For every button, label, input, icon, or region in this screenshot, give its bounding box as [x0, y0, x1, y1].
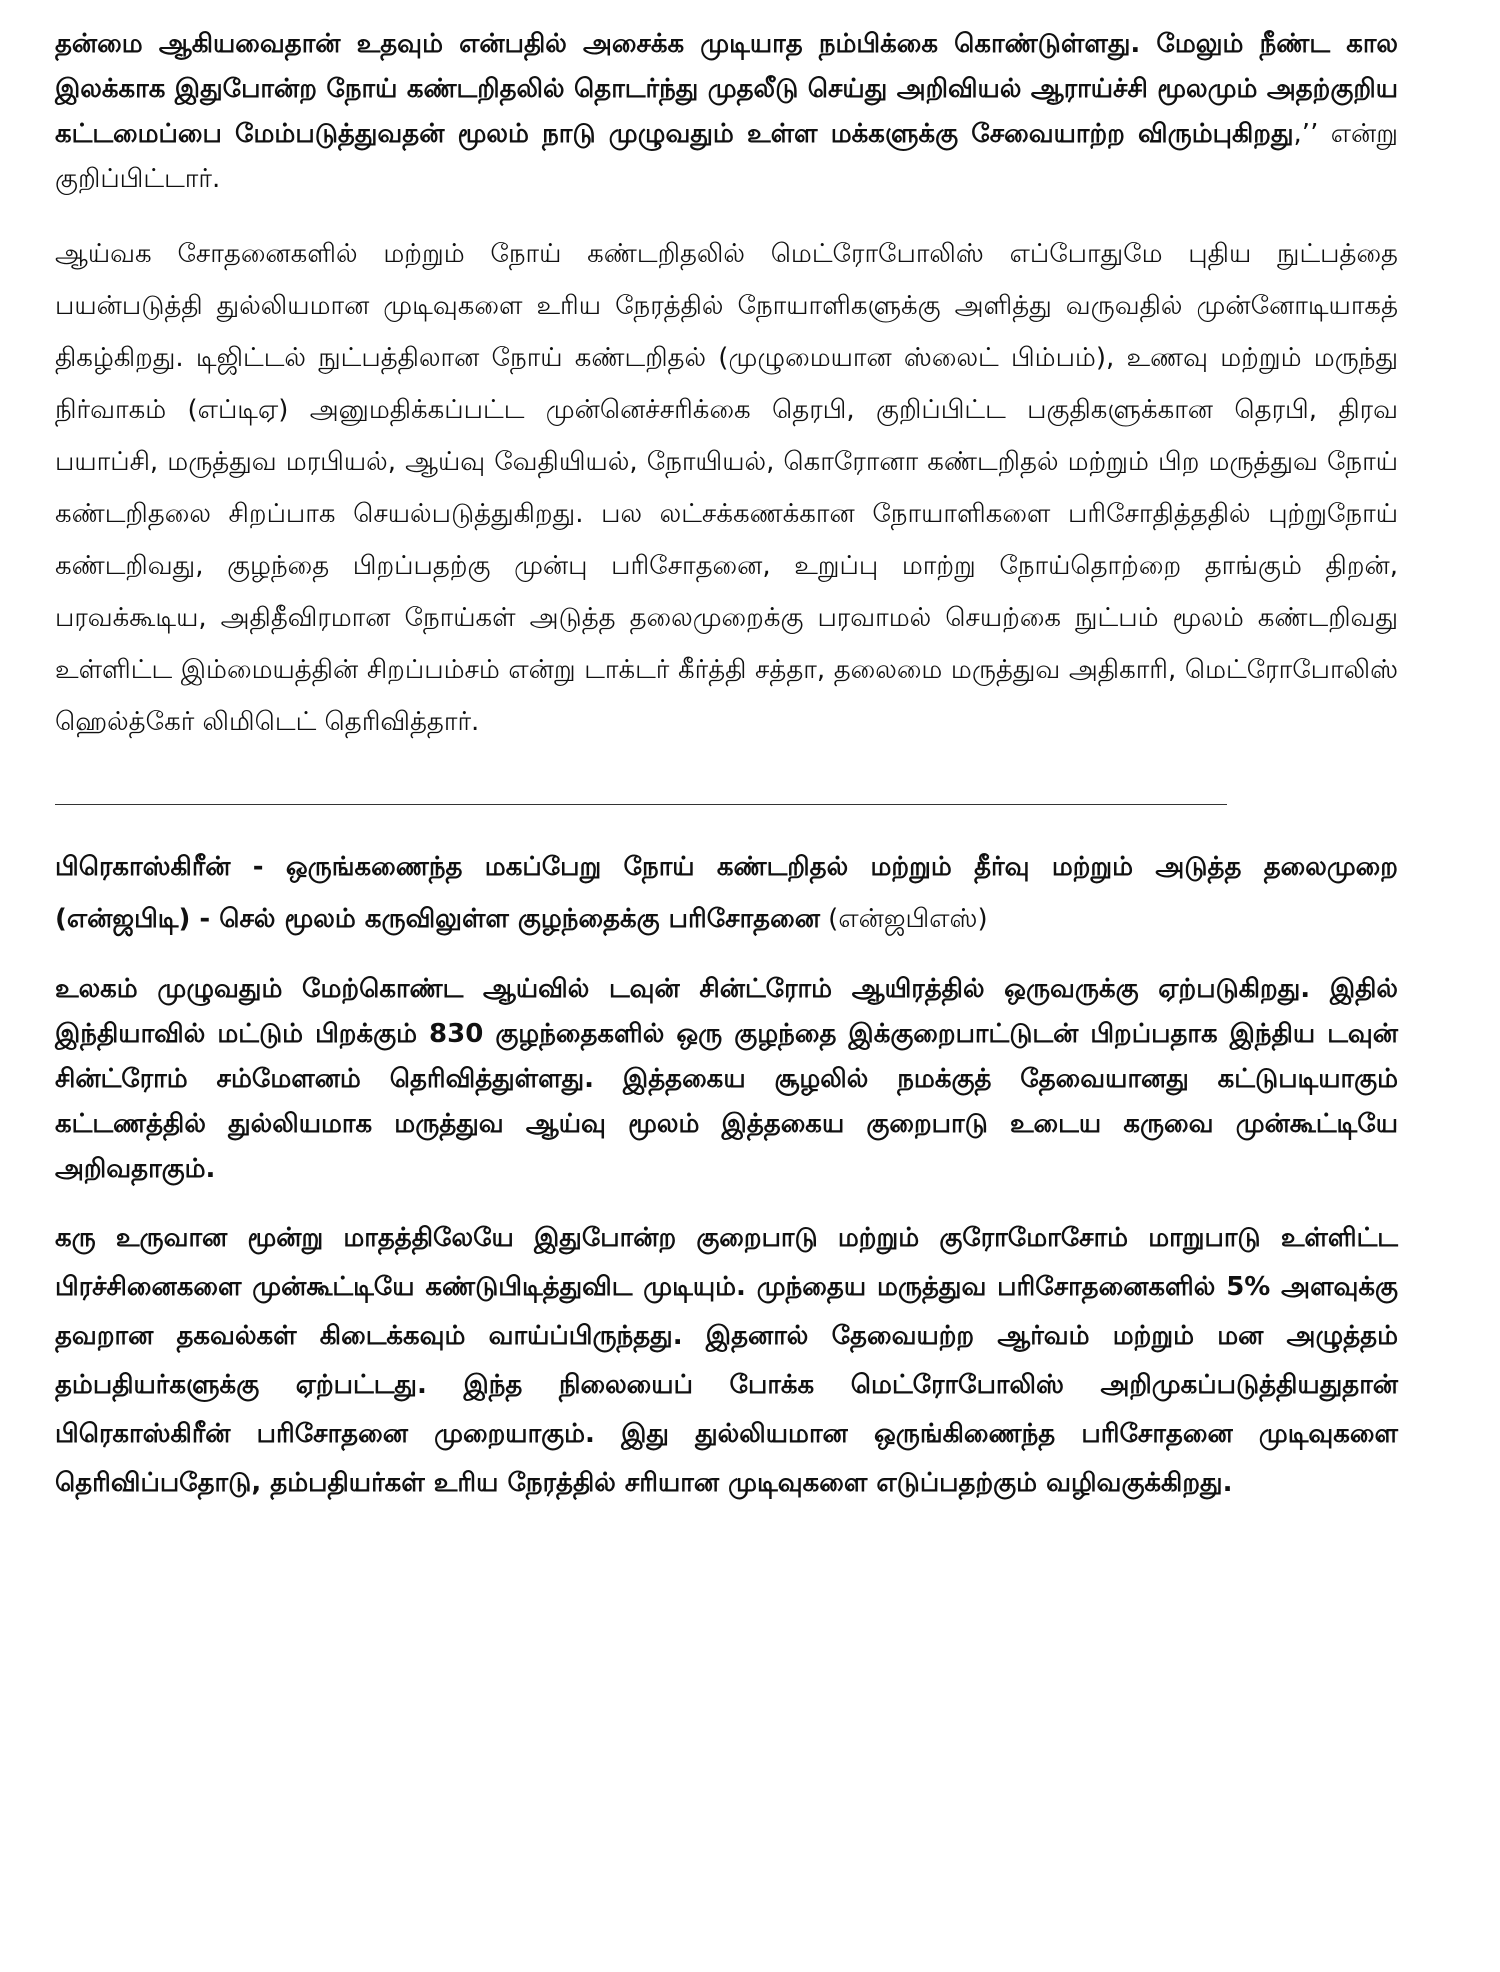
- section-heading-text: பிரெகாஸ்கிரீன் - ஒருங்கணைந்த மகப்பேறு நோய் கண்டறிதல் மற்றும் தீர்வு மற்றும் அடுத்த தலைமுறை (என்ஜபிடி) - செல் மூலம் கருவிலுள்ள குழந்தைக்கு பரிசோதனை: [55, 852, 1398, 934]
- section-heading-abbreviation: (என்ஜபிஎஸ்): [819, 904, 988, 934]
- paragraph-down-syndrome: உலகம் முழுவதும் மேற்கொண்ட ஆய்வில் டவுன் சின்ட்ரோம் ஆயிரத்தில் ஒருவருக்கு ஏற்படுகிறது. இதில் இந்தியாவில் மட்டும் பிறக்கும் 830 குழந்தைகளில் ஒரு குழந்தை இக்குறைபாட்டுடன் பிறப்பதாக இந்திய டவுன் சின்ட்ரோம் சம்மேளனம் தெரிவித்துள்ளது. இத்தகைய சூழலில் நமக்குத் தேவையானது கட்டுபடியாகும் கட்டணத்தில் துல்லியமாக மருத்துவ ஆய்வு மூலம் இத்தகைய குறைபாடு உடைய கருவை முன்கூட்டியே அறிவதாகும்.: [55, 974, 1398, 1184]
- quote-bold-text: தன்மை ஆகியவைதான் உதவும் என்பதில் அசைக்க முடியாத நம்பிக்கை கொண்டுள்ளது. மேலும் நீண்ட கால இலக்காக இதுபோன்ற நோய் கண்டறிதலில் தொடர்ந்து முதலீடு செய்து அறிவியல் ஆராய்ச்சி மூலமும் அதற்குறிய கட்டமைப்பை மேம்படுத்துவதன் மூலம் நாடு முழுவதும் உள்ள மக்களுக்கு சேவையாற்ற விரும்புகிறது: [55, 29, 1398, 149]
- quote-attribution: ,’’ என்று குறிப்பிட்டார்.: [55, 119, 1398, 194]
- section-divider: [55, 804, 1227, 805]
- paragraph-quote-conclusion: [55, 22, 1398, 202]
- paragraph-metropolis-services: ஆய்வக சோதனைகளில் மற்றும் நோய் கண்டறிதலில் மெட்ரோபோலிஸ் எப்போதுமே புதிய நுட்பத்தை பயன்படுத்தி துல்லியமான முடிவுகளை உரிய நேரத்தில் நோயாளிகளுக்கு அளித்து வருவதில் முன்னோடியாகத் திகழ்கிறது. டிஜிட்டல் நுட்பத்திலான நோய் கண்டறிதல் (முழுமையான ஸ்லைட் பிம்பம்), உணவு மற்றும் மருந்து நிர்வாகம் (எப்டிஏ) அனுமதிக்கப்பட்ட முன்னெச்சரிக்கை தெரபி, குறிப்பிட்ட பகுதிகளுக்கான தெரபி, திரவ பயாப்சி, மருத்துவ மரபியல், ஆய்வு வேதியியல், நோயியல், கொரோனா கண்டறிதல் மற்றும் பிற மருத்துவ நோய் கண்டறிதலை சிறப்பாக செயல்படுத்துகிறது. பல லட்சக்கணக்கான நோயாளிகளை பரிசோதித்ததில் புற்றுநோய் கண்டறிவது, குழந்தை பிறப்பதற்கு முன்பு பரிசோதனை, உறுப்பு மாற்று நோய்தொற்றை தாங்கும் திறன், பரவக்கூடிய, அதிதீவிரமான நோய்கள் அடுத்த தலைமுறைக்கு பரவாமல் செயற்கை நுட்பம் மூலம் கண்டறிவது உள்ளிட்ட இம்மையத்தின் சிறப்பம்சம் என்று டாக்டர் கீர்த்தி சத்தா, தலைமை மருத்துவ அதிகாரி, மெட்ரோபோலிஸ் ஹெல்த்கேர் லிமிடெட் தெரிவித்தார்.: [55, 239, 1399, 737]
- paragraph-prenatal-screening: கரு உருவான மூன்று மாதத்திலேயே இதுபோன்ற குறைபாடு மற்றும் குரோமோசோம் மாறுபாடு உள்ளிட்ட பிரச்சினைகளை முன்கூட்டியே கண்டுபிடித்துவிட முடியும். முந்தைய மருத்துவ பரிசோதனைகளில் 5% அளவுக்கு தவறான தகவல்கள் கிடைக்கவும் வாய்ப்பிருந்தது. இதனால் தேவையற்ற ஆர்வம் மற்றும் மன அழுத்தம் தம்பதியர்களுக்கு ஏற்பட்டது. இந்த நிலையைப் போக்க மெட்ரோபோலிஸ் அறிமுகப்படுத்தியதுதான் பிரெகாஸ்கிரீன் பரிசோதனை முறையாகும். இது துல்லியமான ஒருங்கிணைந்த பரிசோதனை முடிவுகளை தெரிவிப்பதோடு, தம்பதியர்கள் உரிய நேரத்தில் சரியான முடிவுகளை எடுப்பதற்கும் வழிவகுக்கிறது.: [55, 1223, 1398, 1498]
- section-heading: [55, 841, 1398, 945]
